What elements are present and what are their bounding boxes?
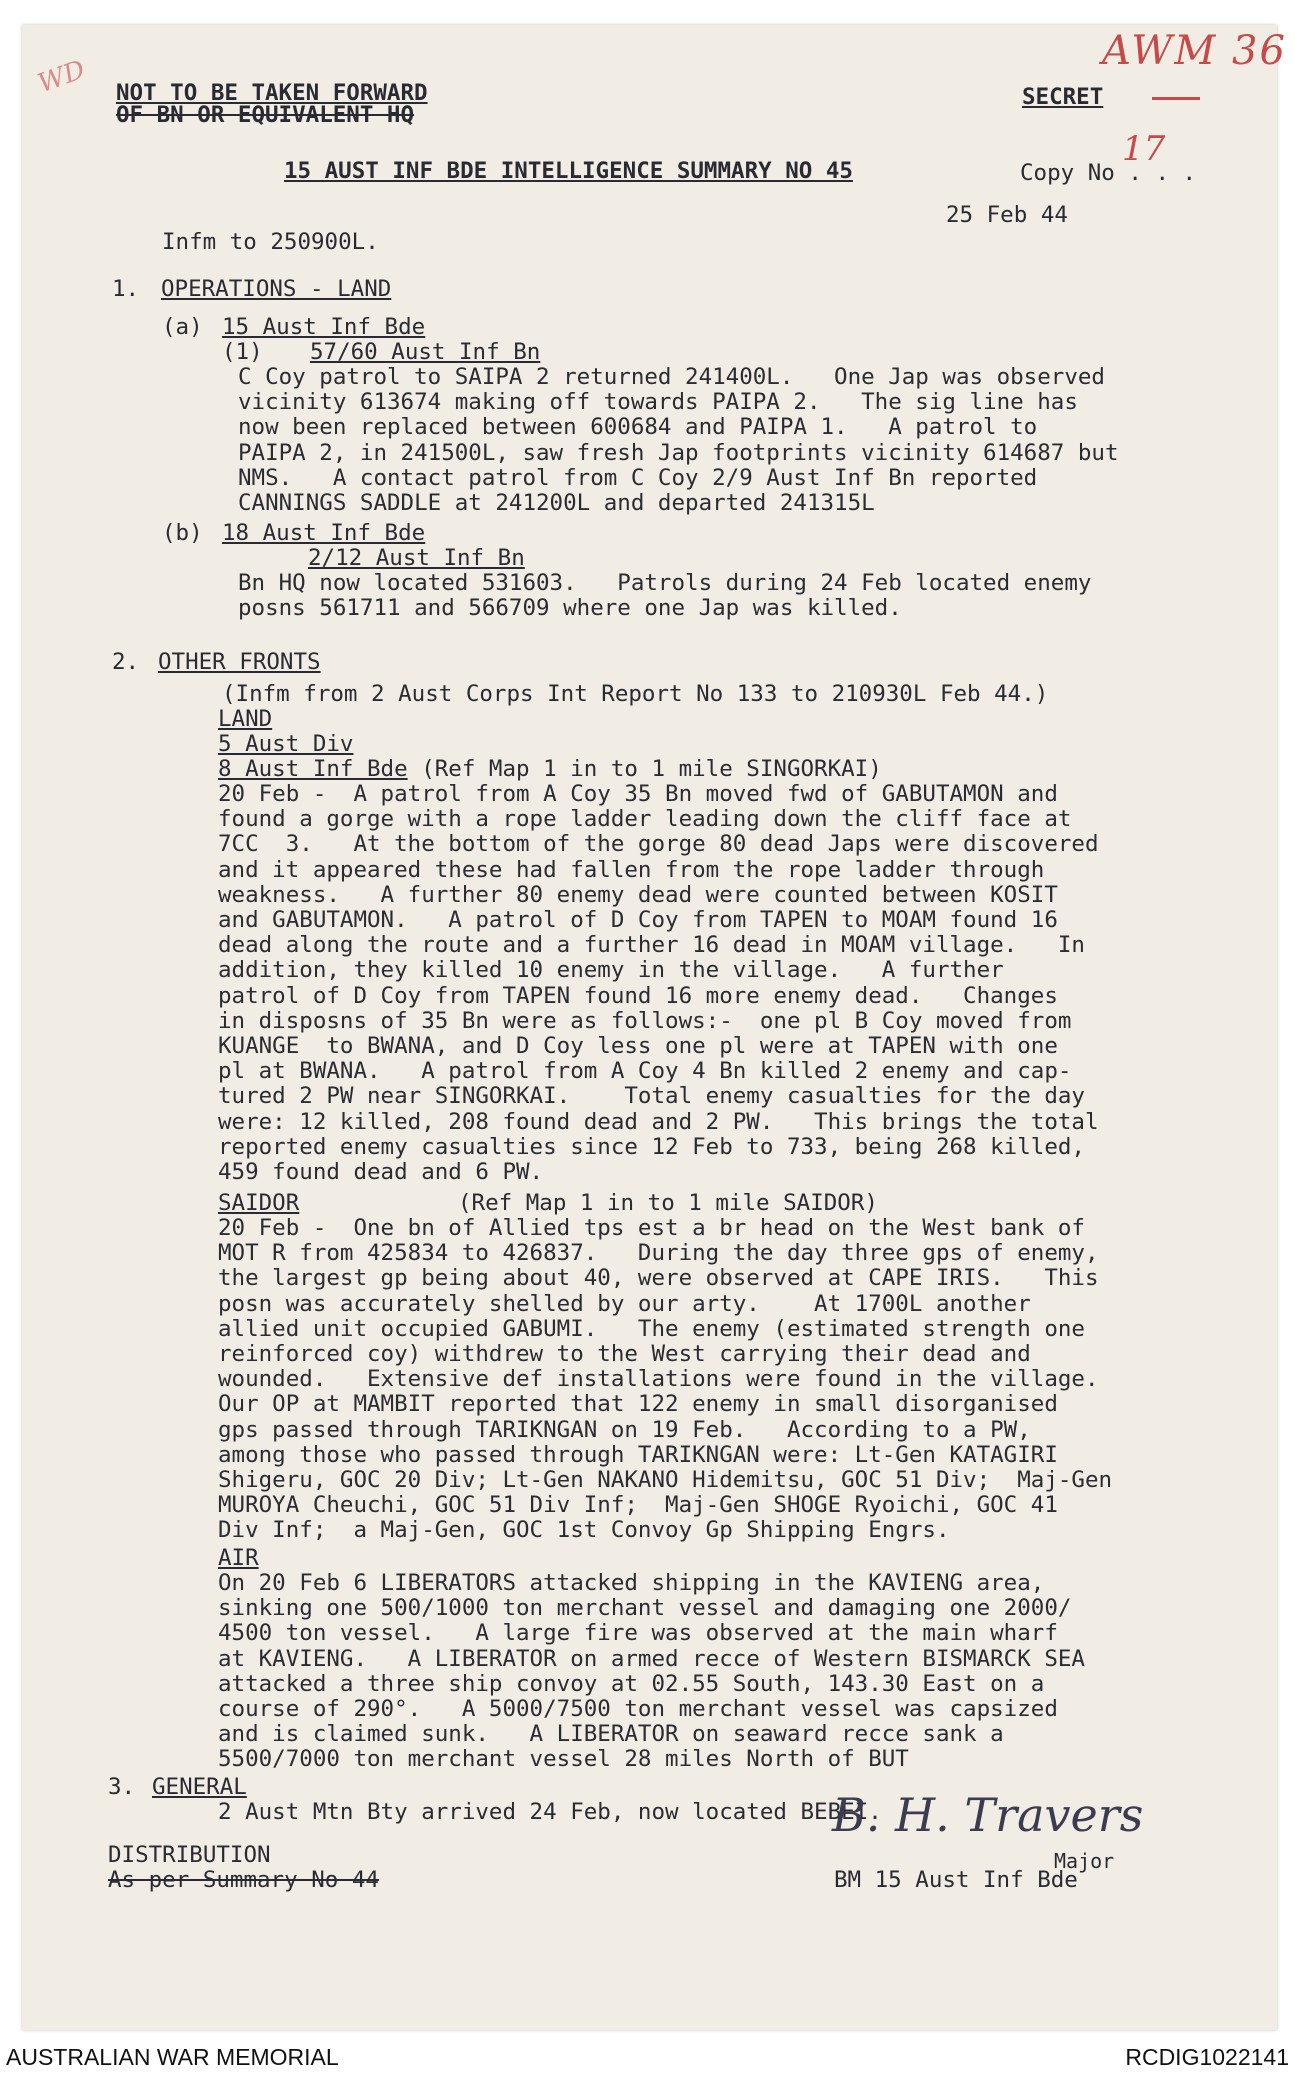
air-heading: AIR xyxy=(218,1545,259,1571)
signature-title: BM 15 Aust Inf Bde xyxy=(834,1867,1078,1893)
land-heading: LAND xyxy=(218,706,273,732)
body-line: pl at BWANA. A patrol from A Coy 4 Bn killed 2 enemy and cap- xyxy=(218,1058,1072,1085)
body-line: and it appeared these had fallen from the rope ladder through xyxy=(218,856,1045,883)
body-line: vicinity 613674 making off towards PAIPA 2. The sig line has xyxy=(238,389,1078,416)
item-a-label: (a) xyxy=(162,314,203,340)
body-line: reinforced coy) withdrew to the West carrying their dead and xyxy=(218,1341,1031,1368)
body-line: C Coy patrol to SAIPA 2 returned 241400L. One Jap was observed xyxy=(238,364,1105,390)
body-line: allied unit occupied GABUMI. The enemy (estimated strength one xyxy=(218,1315,1085,1342)
body-line: gps passed through TARIKNGAN on 19 Feb. According to a PW, xyxy=(218,1416,1031,1443)
item-b-subtitle: 2/12 Aust Inf Bn xyxy=(308,545,525,571)
secret-classification: SECRET xyxy=(1022,84,1104,110)
body-line: reported enemy casualties since 12 Feb to 733, being 268 killed, xyxy=(218,1133,1085,1160)
section-1-number: 1. xyxy=(112,276,140,302)
body-line: 5500/7000 ton merchant vessel 28 miles North of BUT xyxy=(218,1746,909,1773)
item-b-body xyxy=(238,571,1248,621)
body-line: posn was accurately shelled by our arty. At 1700L another xyxy=(218,1290,1031,1317)
item-b-title: 18 Aust Inf Bde xyxy=(222,520,426,546)
body-line: now been replaced between 600684 and PAIPA 1. A patrol to xyxy=(238,414,1038,441)
item-a1-label: (1) xyxy=(222,339,263,365)
body-line: Bn HQ now located 531603. Patrols during 24 Feb located enemy xyxy=(238,570,1092,596)
body-line: KUANGE to BWANA, and D Coy less one pl were at TAPEN with one xyxy=(218,1033,1058,1060)
document-page xyxy=(22,25,1287,2030)
folio-underline xyxy=(1152,97,1200,100)
not-forward-line-1: NOT TO BE TAKEN FORWARD xyxy=(116,80,428,106)
body-line: attacked a three ship convoy at 02.55 South, 143.30 East on a xyxy=(218,1670,1045,1697)
distribution-label: DISTRIBUTION xyxy=(108,1842,271,1868)
body-line: wounded. Extensive def installations were found in the village. xyxy=(218,1366,1099,1393)
section-3-body: 2 Aust Mtn Bty arrived 24 Feb, now located BEBEI. xyxy=(218,1799,882,1825)
document-title: 15 AUST INF BDE INTELLIGENCE SUMMARY NO 45 xyxy=(284,158,853,184)
signature-rank: Major xyxy=(1054,1849,1115,1873)
item-a-title: 15 Aust Inf Bde xyxy=(222,314,426,340)
saidor-map-ref: (Ref Map 1 in to 1 mile SAIDOR) xyxy=(458,1190,878,1216)
body-line: tured 2 PW near SINGORKAI. Total enemy casualties for the day xyxy=(218,1083,1085,1110)
section-2-number: 2. xyxy=(112,649,140,675)
body-line: PAIPA 2, in 241500L, saw fresh Jap footprints vicinity 614687 but xyxy=(238,439,1119,466)
body-line: dead along the route and a further 16 dead in MOAM village. In xyxy=(218,932,1085,959)
brigade-heading-line xyxy=(218,757,882,782)
body-line: among those who passed through TARIKNGAN were: Lt-Gen KATAGIRI xyxy=(218,1441,1058,1468)
body-line: the largest gp being about 40, were observed at CAPE IRIS. This xyxy=(218,1265,1099,1292)
copy-number-handwritten: 17 xyxy=(1122,129,1166,169)
body-line: 20 Feb - A patrol from A Coy 35 Bn moved fwd of GABUTAMON and xyxy=(218,781,1058,807)
body-line: CANNINGS SADDLE at 241200L and departed 241315L xyxy=(238,490,875,517)
body-line: were: 12 killed, 208 found dead and 2 PW. This brings the total xyxy=(218,1108,1099,1135)
not-forward-line-2: OF BN OR EQUIVALENT HQ xyxy=(116,102,415,128)
body-line: posns 561711 and 566709 where one Jap was killed. xyxy=(238,595,902,622)
body-line: found a gorge with a rope ladder leading down the cliff face at xyxy=(218,806,1072,833)
footer-archive-name: AUSTRALIAN WAR MEMORIAL xyxy=(6,2044,339,2070)
body-line: course of 290°. A 5000/7500 ton merchant vessel was capsized xyxy=(218,1696,1058,1723)
section-2-source: (Infm from 2 Aust Corps Int Report No 133 to 210930L Feb 44.) xyxy=(222,681,1049,707)
body-line: 20 Feb - One bn of Allied tps est a br head on the West bank of xyxy=(218,1215,1085,1241)
division-heading: 5 Aust Div xyxy=(218,731,354,757)
document-date: 25 Feb 44 xyxy=(946,202,1068,228)
body-line: and GABUTAMON. A patrol of D Coy from TAPEN to MOAM found 16 xyxy=(218,907,1058,934)
body-line: weakness. A further 80 enemy dead were counted between KOSIT xyxy=(218,881,1058,908)
saidor-heading: SAIDOR xyxy=(218,1190,300,1216)
body-line: MOT R from 425834 to 426837. During the day three gps of enemy, xyxy=(218,1240,1099,1267)
item-b-label: (b) xyxy=(162,520,203,546)
copy-number: Copy No . . . xyxy=(1020,160,1197,186)
body-line: Our OP at MAMBIT reported that 122 enemy in small disorganised xyxy=(218,1391,1058,1418)
land-report-body xyxy=(218,782,1228,1185)
item-a1-body xyxy=(238,365,1248,516)
saidor-report-body xyxy=(218,1216,1228,1544)
brigade-map-ref: (Ref Map 1 in to 1 mile SINGORKAI) xyxy=(407,756,882,782)
body-line: 7CC 3. At the bottom of the gorge 80 dead Japs were discovered xyxy=(218,831,1099,858)
wd-stamp: WD xyxy=(34,54,90,100)
air-report-body xyxy=(218,1571,1228,1773)
body-line: at KAVIENG. A LIBERATOR on armed recce of Western BISMARCK SEA xyxy=(218,1645,1085,1672)
body-line: MUROYA Cheuchi, GOC 51 Div Inf; Maj-Gen SHOGE Ryoichi, GOC 41 xyxy=(218,1492,1058,1519)
body-line: 4500 ton vessel. A large fire was observed at the main wharf xyxy=(218,1620,1058,1647)
section-3-heading: GENERAL xyxy=(152,1774,247,1800)
body-line: NMS. A contact patrol from C Coy 2/9 Aust Inf Bn reported xyxy=(238,464,1038,491)
section-2-heading: OTHER FRONTS xyxy=(158,649,321,675)
section-1-heading: OPERATIONS - LAND xyxy=(161,276,392,302)
body-line: Div Inf; a Maj-Gen, GOC 1st Convoy Gp Shipping Engrs. xyxy=(218,1517,950,1544)
body-line: and is claimed sunk. A LIBERATOR on seaward recce sank a xyxy=(218,1721,1004,1748)
distribution-text: As per Summary No 44 xyxy=(108,1867,379,1893)
infm-time: Infm to 250900L. xyxy=(162,229,379,255)
body-line: On 20 Feb 6 LIBERATORS attacked shipping in the KAVIENG area, xyxy=(218,1570,1045,1596)
body-line: addition, they killed 10 enemy in the village. A further xyxy=(218,957,1004,984)
body-line: 459 found dead and 6 PW. xyxy=(218,1159,544,1186)
section-3-number: 3. xyxy=(108,1774,136,1800)
footer-record-id: RCDIG1022141 xyxy=(1125,2044,1289,2070)
body-line: patrol of D Coy from TAPEN found 16 more enemy dead. Changes xyxy=(218,982,1058,1009)
body-line: sinking one 500/1000 ton merchant vessel and damaging one 2000/ xyxy=(218,1595,1072,1622)
brigade-heading: 8 Aust Inf Bde xyxy=(218,756,408,782)
item-a1-title: 57/60 Aust Inf Bn xyxy=(310,339,541,365)
body-line: Shigeru, GOC 20 Div; Lt-Gen NAKANO Hidemitsu, GOC 51 Div; Maj-Gen xyxy=(218,1467,1113,1494)
folio-mark: AWM 36 xyxy=(1102,28,1287,74)
signature-handwritten: B. H. Travers xyxy=(832,1788,1144,1842)
body-line: in disposns of 35 Bn were as follows:- one pl B Coy moved from xyxy=(218,1007,1072,1034)
